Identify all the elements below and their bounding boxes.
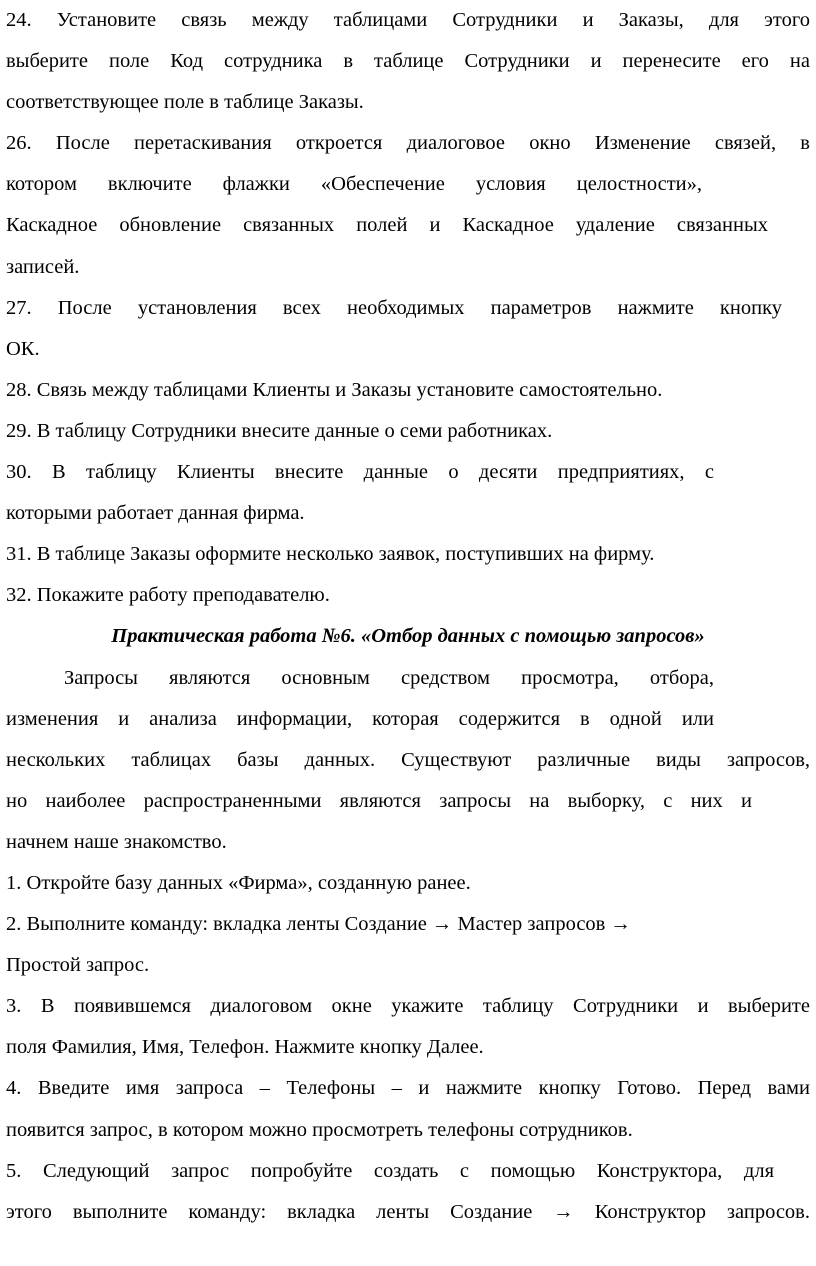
- text-line: 24. Установите связь между таблицами Сотрудники и Заказы, для этого: [6, 9, 810, 31]
- list-item-31: [6, 534, 810, 575]
- text-line: 3. В появившемся диалоговом окне укажите таблицу Сотрудники и выберите: [6, 995, 810, 1018]
- text-line: 4. Введите имя запроса – Телефоны – и нажмите кнопку Готово. Перед вами: [6, 1077, 810, 1100]
- list-item-5: [6, 1151, 810, 1233]
- list-item-30: [6, 452, 810, 534]
- text-line: 26. После перетаскивания откроется диалоговое окно Изменение связей, в: [6, 132, 810, 155]
- text-line: записей.: [6, 255, 80, 278]
- text-line: этого выполните команду: вкладка ленты Создание → Конструктор запросов.: [6, 1200, 810, 1223]
- text-line: 30. В таблицу Клиенты внесите данные о десяти предприятиях, с: [6, 461, 714, 484]
- text-line: поля Фамилия, Имя, Телефон. Нажмите кнопку Далее.: [6, 1036, 484, 1059]
- text-line: 29. В таблицу Сотрудники внесите данные о семи работниках.: [6, 419, 553, 442]
- list-item-28: [6, 370, 810, 411]
- list-item-4: [6, 1068, 810, 1150]
- text-line: Простой запрос.: [6, 954, 150, 977]
- text-line: выберите поле Код сотрудника в таблице Сотрудники и перенесите его на: [6, 50, 810, 73]
- list-item-29: [6, 411, 810, 452]
- text-line: 31. В таблице Заказы оформите несколько заявок, поступивших на фирму.: [6, 543, 655, 566]
- text-line: 32. Покажите работу преподавателю.: [6, 584, 330, 607]
- text-line: Запросы являются основным средством просмотра, отбора,: [64, 666, 714, 689]
- list-item-26: [6, 123, 810, 287]
- text-line: котором включите флажки «Обеспечение условия целостности»,: [6, 173, 702, 196]
- list-item-27: [6, 288, 810, 370]
- list-item-24: [6, 0, 810, 123]
- text-line: появится запрос, в котором можно просмотреть телефоны сотрудников.: [6, 1118, 633, 1141]
- text-line: 1. Откройте базу данных «Фирма», созданную ранее.: [6, 871, 471, 894]
- text-line: но наиболее распространенными являются запросы на выборку, с них и: [6, 789, 752, 812]
- text-line: начнем наше знакомство.: [6, 830, 227, 853]
- text-line: изменения и анализа информации, которая содержится в одной или: [6, 707, 714, 730]
- text-line: 27. После установления всех необходимых параметров нажмите кнопку: [6, 296, 782, 319]
- list-item-2: [6, 904, 810, 986]
- list-item-1: [6, 863, 810, 904]
- text-line: Каскадное обновление связанных полей и Каскадное удаление связанных: [6, 214, 768, 237]
- list-item-32: [6, 575, 810, 616]
- text-line: 5. Следующий запрос попробуйте создать с помощью Конструктора, для: [6, 1159, 774, 1182]
- text-line: ОК.: [6, 337, 40, 360]
- list-item-3: [6, 986, 810, 1068]
- text-line: нескольких таблицах базы данных. Существуют различные виды запросов,: [6, 748, 810, 771]
- text-line: которыми работает данная фирма.: [6, 502, 305, 525]
- text-line: соответствующее поле в таблице Заказы.: [6, 91, 364, 114]
- text-line: 28. Связь между таблицами Клиенты и Заказы установите самостоятельно.: [6, 378, 663, 401]
- intro-paragraph: [6, 658, 810, 863]
- section-heading: Практическая работа №6. «Отбор данных с помощью запросов»: [111, 625, 705, 648]
- text-line: 2. Выполните команду: вкладка ленты Создание → Мастер запросов →: [6, 913, 631, 936]
